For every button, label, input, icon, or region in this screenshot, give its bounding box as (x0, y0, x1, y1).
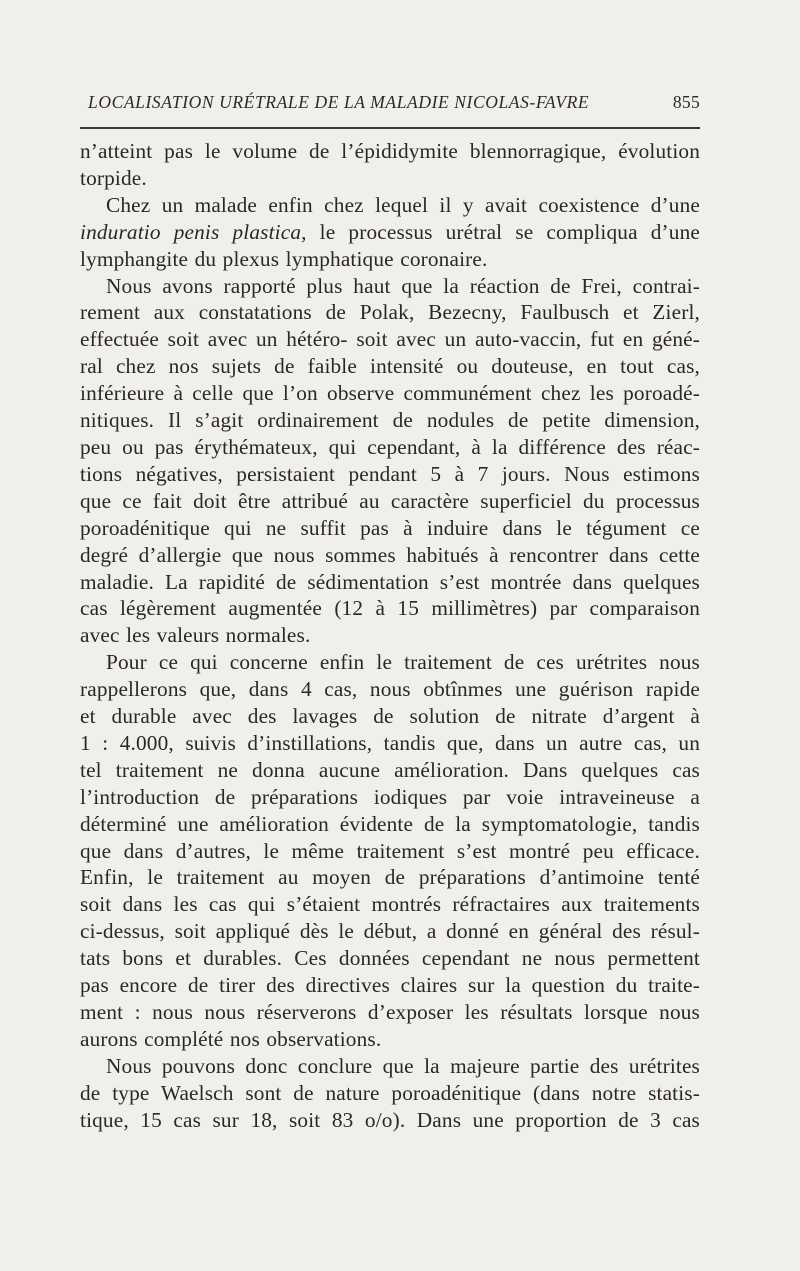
paragraph-5 (80, 1053, 700, 1134)
text-line: que dans d’autres, le même traitement s’est montré peu efficace. (80, 838, 700, 863)
text-line: Pour ce qui concerne enfin le traitement de ces urétrites nous (106, 650, 700, 675)
text-line: maladie. La rapidité de sédimentation s’est montrée dans quelques (80, 569, 700, 594)
text-fragment: le processus urétral se compliqua d’une (306, 219, 700, 244)
text-line: Enfin, le traitement au moyen de préparations d’antimoine tenté (80, 865, 700, 890)
text-line: rappellerons que, dans 4 cas, nous obtînmes une guérison rapide (80, 677, 700, 702)
text-line: n’atteint pas le volume de l’épididymite blennorragique, évolution (80, 139, 700, 163)
paragraph-3 (80, 273, 700, 650)
text-line: inférieure à celle que l’on observe communément chez les poroadé- (80, 381, 700, 406)
paragraph-2 (80, 192, 700, 273)
text-line: pas encore de tirer des directives claires sur la question du traite- (80, 973, 700, 998)
text-line: poroadénitique qui ne suffit pas à induire dans le tégument ce (80, 515, 700, 540)
header-rule (80, 127, 700, 129)
text-line: ment : nous nous réserverons d’exposer les résultats lorsque nous (80, 1000, 700, 1024)
text-line: peu ou pas érythémateux, qui cependant, à la différence des réac- (80, 434, 700, 459)
text-line: degré d’allergie que nous sommes habitués à rencontrer dans cette (80, 542, 700, 567)
paragraph-4 (80, 649, 700, 1053)
text-line: tions négatives, persistaient pendant 5 à 7 jours. Nous estimons (80, 461, 700, 486)
text-line: avec les valeurs normales. (80, 623, 311, 648)
running-title: LOCALISATION URÉTRALE DE LA MALADIE NICOLAS-FAVRE (88, 92, 590, 112)
body-text (80, 138, 700, 1134)
text-line: et durable avec des lavages de solution de nitrate d’argent à (80, 704, 700, 729)
text-line: tique, 15 cas sur 18, soit 83 o/o). Dans une proportion de 3 cas (80, 1107, 700, 1132)
text-line: Nous avons rapporté plus haut que la réaction de Frei, contrai- (106, 273, 700, 298)
text-line: aurons complété nos observations. (80, 1026, 382, 1051)
text-line: de type Waelsch sont de nature poroadénitique (dans notre statis- (80, 1080, 700, 1105)
text-line: ral chez nos sujets de faible intensité ou douteuse, en tout cas, (80, 354, 700, 379)
text-line: cas légèrement augmentée (12 à 15 millimètres) par comparaison (80, 596, 700, 621)
running-head (82, 92, 700, 116)
text-line: effectuée soit avec un hétéro- soit avec un auto-vaccin, fut en géné- (80, 327, 700, 352)
text-line: torpide. (80, 165, 147, 190)
text-line: Nous pouvons donc conclure que la majeure partie des urétrites (106, 1053, 700, 1078)
text-line: lymphangite du plexus lymphatique coronaire. (80, 246, 488, 271)
text-line-mixed (80, 219, 700, 246)
latin-term: induratio penis plastica, (80, 219, 307, 244)
page-number: 855 (672, 92, 700, 112)
text-line: que ce fait doit être attribué au caractère superficiel du processus (80, 488, 700, 513)
text-line: nitiques. Il s’agit ordinairement de nodules de petite dimension, (80, 408, 700, 433)
text-line: 1 : 4.000, suivis d’instillations, tandis que, dans un autre cas, un (80, 730, 700, 755)
paragraph-1 (80, 138, 700, 192)
text-line: rement aux constatations de Polak, Bezecny, Faulbusch et Zierl, (80, 300, 700, 325)
text-line: ci-dessus, soit appliqué dès le début, a donné en général des résul- (80, 919, 700, 944)
text-line: tats bons et durables. Ces données cependant ne nous permettent (80, 946, 700, 971)
text-line: tel traitement ne donna aucune amélioration. Dans quelques cas (80, 757, 700, 782)
text-line: déterminé une amélioration évidente de la symptomatologie, tandis (80, 811, 700, 836)
text-line: l’introduction de préparations iodiques par voie intraveineuse a (80, 784, 700, 809)
text-line: soit dans les cas qui s’étaient montrés réfractaires aux traitements (80, 892, 700, 917)
text-line: Chez un malade enfin chez lequel il y avait coexistence d’une (106, 192, 700, 217)
